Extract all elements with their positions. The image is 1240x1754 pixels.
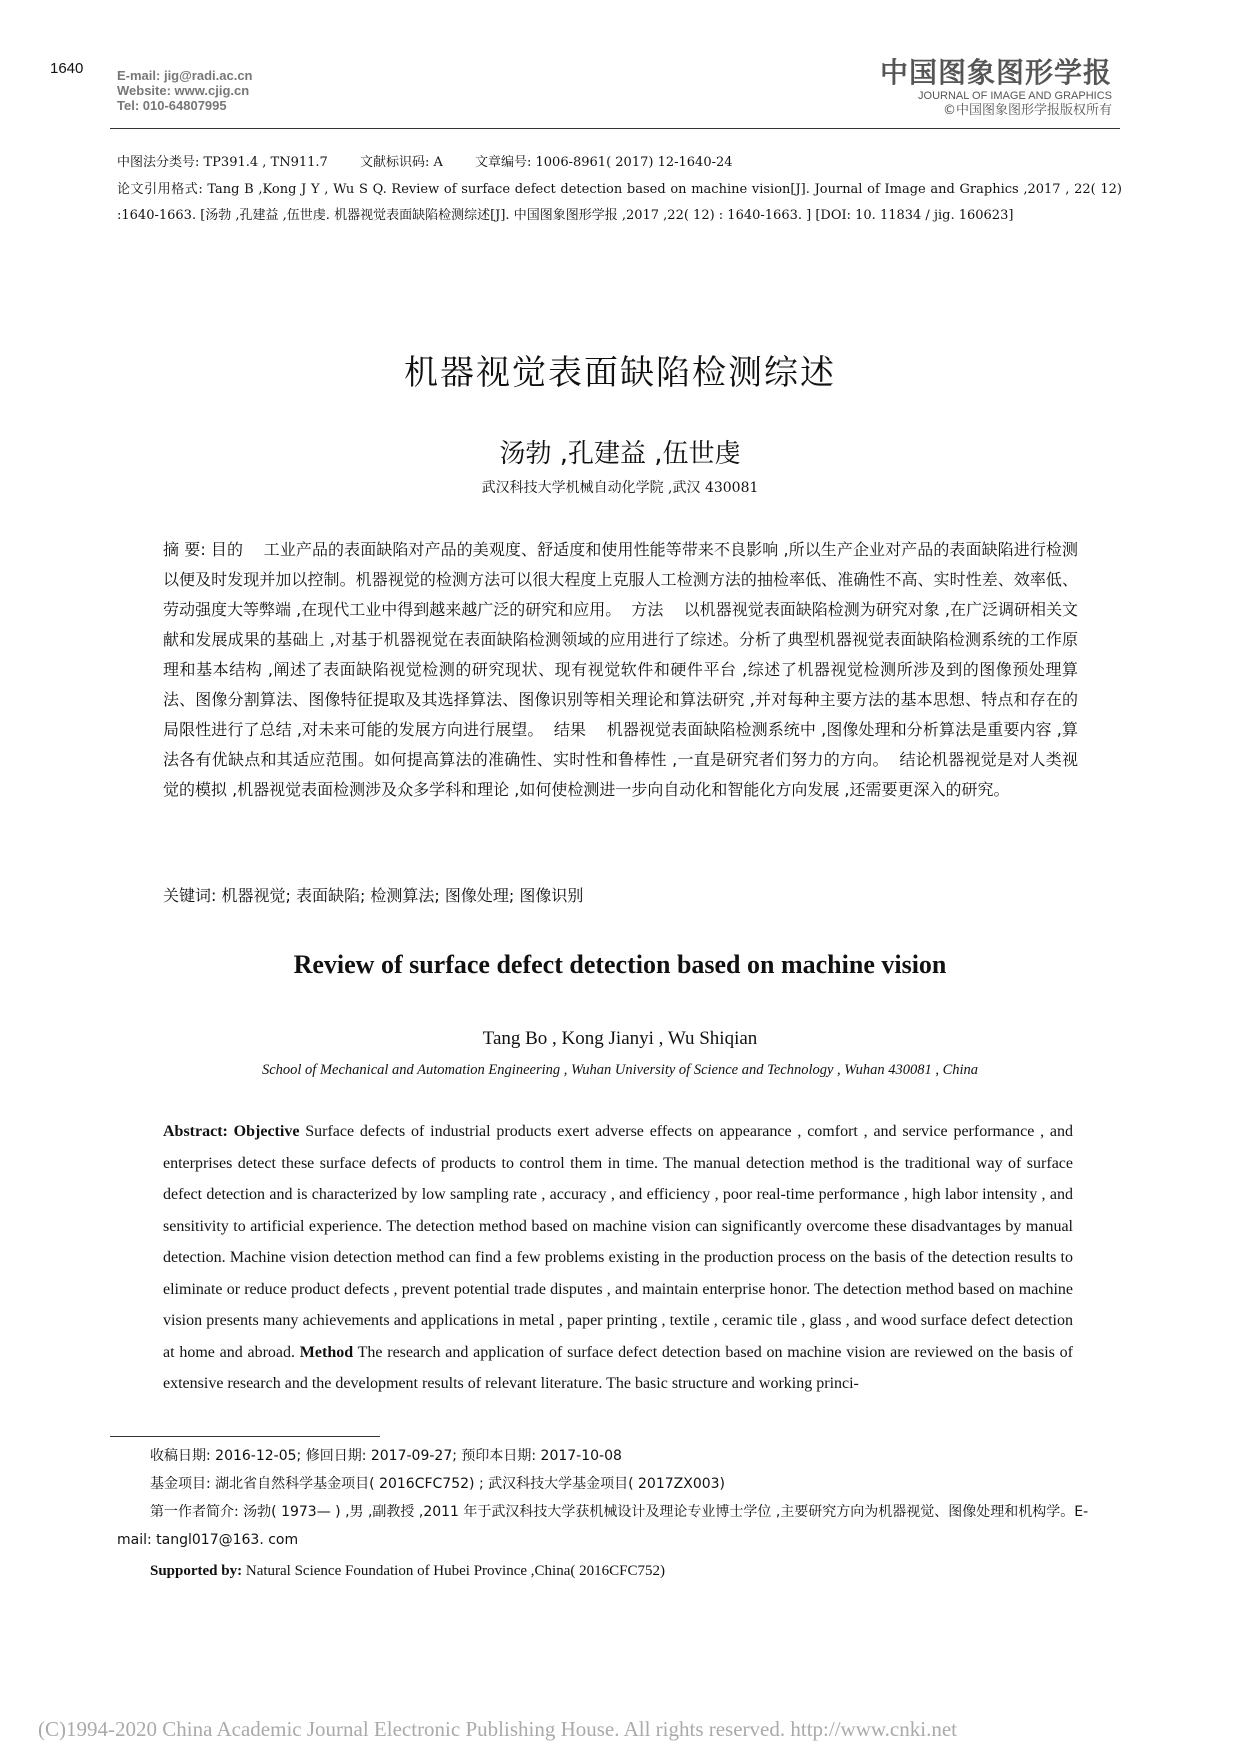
authors-en: Tang Bo , Kong Jianyi , Wu Shiqian bbox=[482, 1028, 758, 1049]
conclusion-text-cn: 机器视觉是对人类视觉的模拟 ,机器视觉表面检测涉及众多学科和理论 ,如何使检测进一步向自动化和智能化方向发展 ,还需要更深入的研究。 bbox=[163, 750, 1078, 799]
article-meta bbox=[117, 150, 1117, 176]
journal-name-cn: 中国图象图形学报 bbox=[879, 56, 1112, 89]
footnote-divider bbox=[110, 1436, 380, 1437]
contact-email[interactable]: E-mail: jig@radi.ac.cn bbox=[117, 68, 253, 83]
abstract-cn bbox=[163, 535, 1078, 805]
journal-contact bbox=[117, 68, 253, 113]
objective-label-en: Objective bbox=[233, 1123, 300, 1140]
contact-website[interactable]: Website: www.cjig.cn bbox=[117, 83, 250, 98]
objective-label-cn: 目的 bbox=[210, 540, 244, 559]
abstract-cn-label: 摘 要: bbox=[163, 540, 211, 559]
result-label-cn: 结果 bbox=[553, 720, 587, 739]
document-code: 文献标识码: A bbox=[359, 155, 443, 170]
cnki-copyright-footer: (C)1994-2020 China Academic Journal Electronic Publishing House. All rights reserved. http://www.cnki.net bbox=[38, 1717, 957, 1741]
first-author-bio: 第一作者简介: 汤勃( 1973— ) ,男 ,副教授 ,2011 年于武汉科技大学获机械设计及理论专业博士学位 ,主要研究方向为机器视觉、图像处理和机构学。E-mail: tangl017@163. com bbox=[117, 1504, 1089, 1548]
contact-tel: Tel: 010-64807995 bbox=[117, 98, 227, 113]
affiliation-en: School of Mechanical and Automation Engineering , Wuhan University of Science and Technology , Wuhan 430081 , China bbox=[261, 1062, 979, 1078]
method-label-en: Method bbox=[299, 1343, 354, 1361]
journal-copyright: ©中国图象图形学报版权所有 bbox=[942, 103, 1112, 118]
received-dates: 收稿日期: 2016-12-05; 修回日期: 2017-09-27; 预印本日期: 2017-10-08 bbox=[150, 1448, 622, 1464]
abstract-en bbox=[163, 1116, 1073, 1400]
page-number: 1640 bbox=[50, 60, 84, 77]
method-text-cn: 以机器视觉表面缺陷检测为研究对象 ,在广泛调研相关文献和发展成果的基础上 ,对基于机器视觉在表面缺陷检测领域的应用进行了综述。分析了典型机器视觉表面缺陷检测系统的工作原理和基本结构 ,阐述了表面缺陷视觉检测的研究现状、现有视觉软件和硬件平台 ,综述了机器视觉检测所涉及到的图像预处理算法、图像分割算法、图像特征提取及其选择算法、图像识别等相关理论和算法研究 ,并对每种主要方法的基本思想、特点和存在的局限性进行了总结 ,对未来可能的发展方向进行展望。 bbox=[163, 600, 1078, 739]
citation-format: 论文引用格式: Tang B ,Kong J Y , Wu S Q. Review of surface defect detection based on machine vision[J]. Journal of Image and Graphics ,2017 , 22( 12) :1640-1663. [汤勃 ,孔建益 ,伍世虔. 机器视觉表面缺陷检测综述[J]. 中国图象图形学报 ,2017 ,22( 12) : 1640-1663. ] [DOI: 10. 11834 / jig. 160623] bbox=[117, 182, 1122, 223]
clc-number: 中图法分类号: TP391.4 , TN911.7 bbox=[117, 155, 328, 170]
paper-title-cn: 机器视觉表面缺陷检测综述 bbox=[404, 353, 836, 393]
method-label-cn: 方法 bbox=[631, 600, 664, 619]
method-text-en: The research and application of surface defect detection based on machine vision are reviewed on the basis of extensive research and the development results of relevant literature. The basic structure and working princi- bbox=[163, 1343, 1073, 1392]
affiliation-cn: 武汉科技大学机械自动化学院 ,武汉 430081 bbox=[481, 480, 759, 496]
keywords-cn: 关键词: 机器视觉; 表面缺陷; 检测算法; 图像处理; 图像识别 bbox=[163, 886, 584, 905]
journal-name-en: JOURNAL OF IMAGE AND GRAPHICS bbox=[918, 90, 1112, 102]
header-divider bbox=[110, 128, 1120, 129]
supported-by bbox=[150, 1563, 665, 1580]
abstract-en-label: Abstract: bbox=[163, 1123, 234, 1140]
journal-brand bbox=[880, 56, 1112, 119]
objective-text-cn: 工业产品的表面缺陷对产品的美观度、舒适度和使用性能等带来不良影响 ,所以生产企业对产品的表面缺陷进行检测以便及时发现并加以控制。机器视觉的检测方法可以很大程度上克服人工检测方法的抽检率低、准确性不高、实时性差、效率低、劳动强度大等弊端 ,在现代工业中得到越来越广泛的研究和应用。 bbox=[163, 540, 1078, 619]
article-number: 文章编号: 1006-8961( 2017) 12-1640-24 bbox=[475, 155, 733, 170]
supported-by-label: Supported by: bbox=[150, 1563, 246, 1579]
objective-text-en: Surface defects of industrial products exert adverse effects on appearance , comfort , and service performance , and enterprises detect these surface defects of products to control them in time. The manual detection method is the traditional way of surface defect detection and is characterized by low sampling rate , accuracy , and efficiency , poor real-time performance , high labor intensity , and sensitivity to artificial experience. The detection method based on machine vision can significantly overcome these disadvantages by manual detection. Machine vision detection method can find a few problems existing in the production process on the basis of the detection results to eliminate or reduce product defects , prevent potential trade disputes , and maintain enterprise honor. The detection method based on machine vision presents many achievements and applications in metal , paper printing , textile , ceramic tile , glass , and wood surface defect detection at home and abroad. bbox=[163, 1123, 1073, 1361]
conclusion-label-cn: 结论 bbox=[899, 750, 932, 769]
supported-by-text: Natural Science Foundation of Hubei Province ,China( 2016CFC752) bbox=[245, 1563, 665, 1579]
result-text-cn: 机器视觉表面缺陷检测系统中 ,图像处理和分析算法是重要内容 ,算法各有优缺点和其适应范围。如何提高算法的准确性、实时性和鲁棒性 ,一直是研究者们努力的方向。 bbox=[163, 720, 1078, 769]
fund-projects: 基金项目: 湖北省自然科学基金项目( 2016CFC752) ; 武汉科技大学基金项目( 2017ZX003) bbox=[150, 1476, 726, 1492]
authors-cn: 汤勃 ,孔建益 ,伍世虔 bbox=[499, 439, 741, 469]
paper-title-en: Review of surface defect detection based on machine vision bbox=[293, 950, 947, 979]
